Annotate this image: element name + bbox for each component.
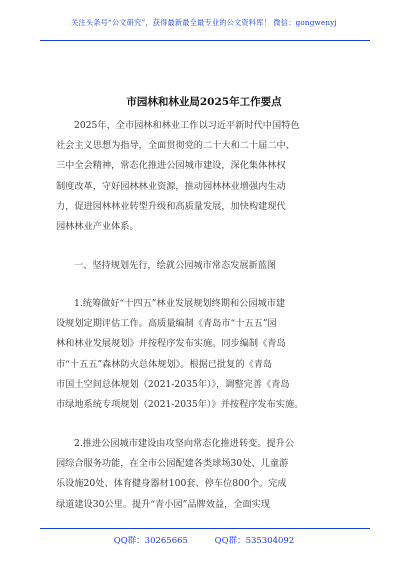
text-line: 林和林业发展规划》并按程序发布实施。同步编制《青岛 — [56, 338, 286, 350]
page-title: 市园林和林业局2025年工作要点 — [126, 96, 282, 108]
text-line: 园林林业产业体系。 — [56, 221, 139, 233]
section-heading-text: 一、坚持规划先行，绘就公园城市常态发展新蓝图 — [74, 260, 277, 271]
text-line: 绿道建设30公里。提升“青小园”品牌效益，全面实现 — [56, 498, 271, 510]
text-line: 设规划定期评估工作。高质量编制《青岛市“十五五”园 — [56, 318, 277, 330]
footer — [0, 534, 408, 546]
text-line: 2.推进公园城市建设由攻坚向常态化推进转变。提升公 — [74, 438, 295, 449]
text-line: 社会主义思想为指导，全面贯彻党的二十大和二十届二中、 — [56, 140, 295, 152]
qq-group-1: QQ群：30265665 — [113, 536, 188, 546]
text-line: 制度改革，守好园林林业资源，推动园林林业增强内生动 — [56, 180, 286, 192]
text-line: 1.统筹做好“十四五”林业发展规划终期和公园城市建 — [74, 298, 286, 309]
text-line: 三中全会精神，常态化推进公园城市建设，深化集体林权 — [56, 160, 286, 172]
text-line: 园综合服务功能，在全市公园配建各类球场30处、儿童游 — [56, 458, 289, 470]
intro-paragraph — [56, 116, 348, 237]
section-heading — [56, 256, 348, 276]
text-line: 2025年，全市园林和林业工作以习近平新时代中国特色 — [74, 120, 300, 131]
header-banner: 关注头条号“公文研究”，获得最新最全最专业的公文资料库！ 微信：gongwenyj — [71, 18, 337, 27]
item-1-paragraph — [56, 294, 348, 415]
text-line: 力，促进园林林业转型升级和高质量发展，加快构建现代 — [56, 200, 286, 212]
text-line: 市“十五五”森林防火总体规划》。根据已批复的《青岛 — [56, 358, 273, 370]
qq-group-2: QQ群：535304092 — [214, 536, 295, 546]
text-line: 乐设施20处、体育健身器材100套、停车位800个。完成 — [56, 478, 287, 490]
header-divider — [40, 40, 370, 41]
footer-divider — [40, 528, 370, 529]
text-line: 市绿地系统专项规划（2021-2035年）》并按程序发布实施。 — [56, 399, 304, 411]
item-2-paragraph — [56, 434, 348, 515]
text-line: 市国土空间总体规划（2021-2035年）》，调整完善《青岛 — [56, 378, 290, 390]
